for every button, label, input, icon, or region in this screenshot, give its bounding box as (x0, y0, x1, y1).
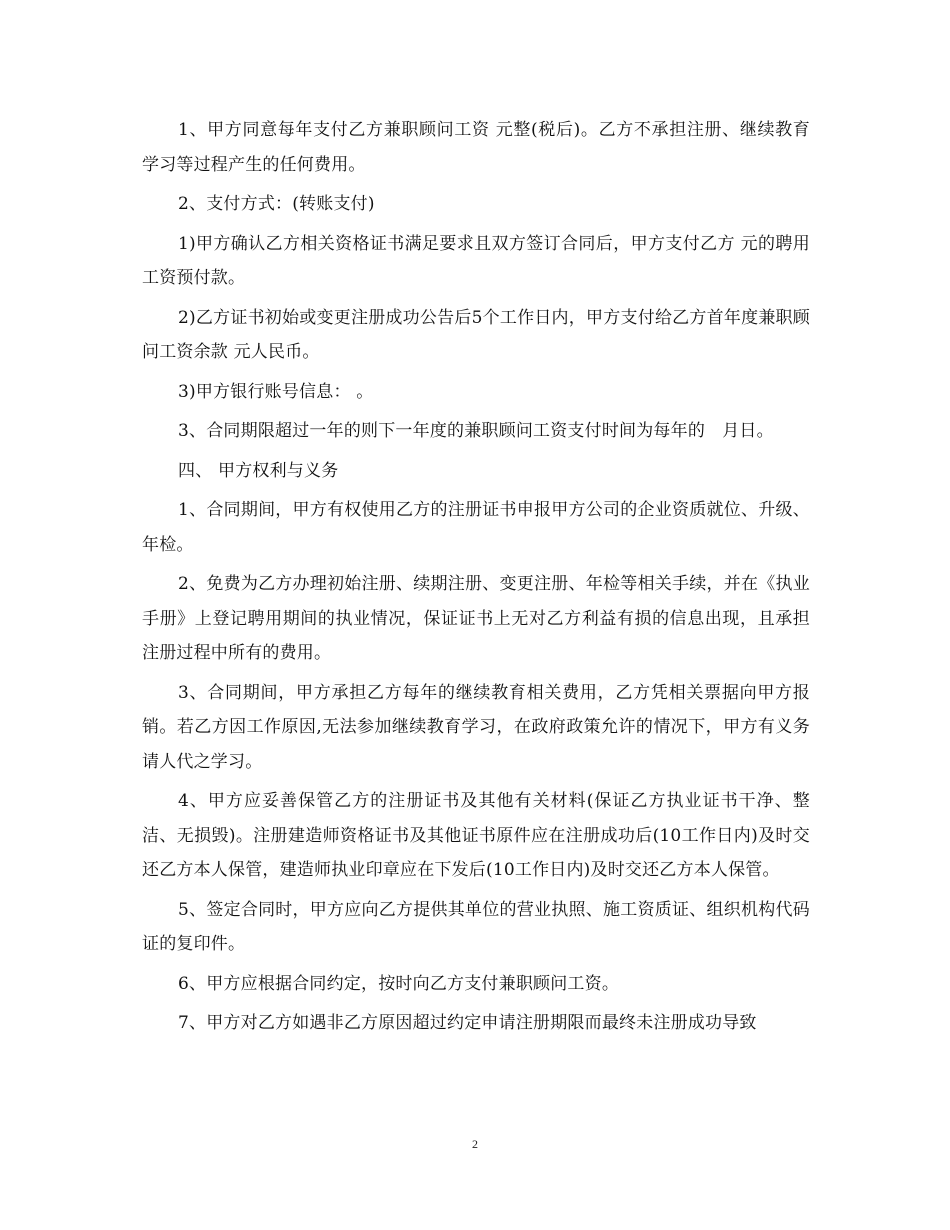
section-heading-party-a-rights: 四、 甲方权利与义务 (178, 460, 339, 481)
document-body (142, 113, 810, 1046)
page-number: 2 (472, 1137, 478, 1151)
paragraph-right-use-certificate: 1、合同期间，甲方有权使用乙方的注册证书申报甲方公司的企业资质就位、升级、年检。 (142, 500, 810, 555)
paragraph-renewal-payment: 3、合同期限超过一年的则下一年度的兼职顾问工资支付时间为每年的 月日。 (178, 421, 774, 441)
paragraph-bank-info: 3)甲方银行账号信息： 。 (178, 381, 374, 402)
paragraph-salary: 1、甲方同意每年支付乙方兼职顾问工资 元整(税后)。乙方不承担注册、继续教育学习等过程产生的任何费用。 (142, 120, 810, 175)
paragraph-certificate-custody: 4、甲方应妥善保管乙方的注册证书及其他有关材料(保证乙方执业证书干净、整洁、无损毁)。注册建造师资格证书及其他证书原件应在注册成功后(10工作日内)及时交还乙方本人保管，建造师执业印章应在下发后(10工作日内)及时交还乙方本人保管。 (142, 791, 810, 880)
paragraph-registration-failure: 7、甲方对乙方如遇非乙方原因超过约定申请注册期限而最终未注册成功导致 (178, 1013, 757, 1033)
paragraph-pay-on-time: 6、甲方应根据合同约定，按时向乙方支付兼职顾问工资。 (178, 973, 620, 994)
paragraph-prepayment: 1)甲方确认乙方相关资格证书满足要求且双方签订合同后，甲方支付乙方 元的聘用工资预付款。 (142, 233, 810, 288)
paragraph-payment-method: 2、支付方式：(转账支付) (178, 194, 375, 214)
paragraph-balance-payment: 2)乙方证书初始或变更注册成功公告后5个工作日内，甲方支付给乙方首年度兼职顾问工资余款 元人民币。 (142, 307, 810, 362)
paragraph-continuing-education: 3、合同期间，甲方承担乙方每年的继续教育相关费用，乙方凭相关票据向甲方报销。若乙方因工作原因,无法参加继续教育学习，在政府政策允许的情况下，甲方有义务请人代之学习。 (142, 682, 810, 772)
paragraph-registration-handling: 2、免费为乙方办理初始注册、续期注册、变更注册、年检等相关手续，并在《执业手册》上登记聘用期间的执业情况，保证证书上无对乙方利益有损的信息出现，且承担注册过程中所有的费用。 (142, 574, 810, 663)
paragraph-provide-documents: 5、签定合同时，甲方应向乙方提供其单位的营业执照、施工资质证、组织机构代码证的复印件。 (142, 899, 810, 954)
